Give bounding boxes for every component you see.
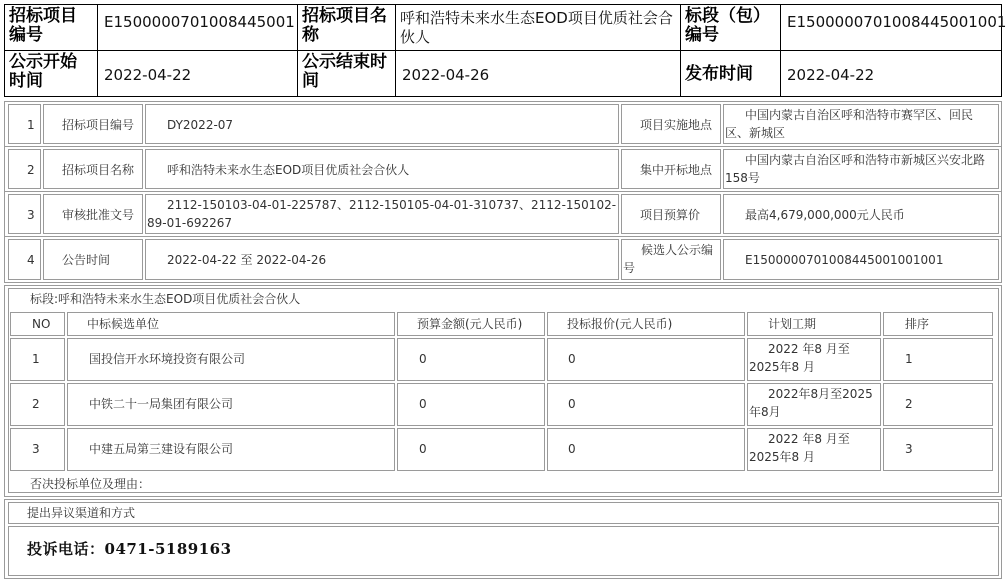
column-header-budget: 预算金额(元人民币) — [417, 317, 523, 331]
project-name-label: 招标项目名称 — [297, 4, 396, 51]
project-no-value: E1500000701008445001 — [97, 4, 298, 51]
info-row-no: 1 — [27, 118, 35, 132]
table-row-unit: 中铁二十一局集团有限公司 — [89, 397, 234, 411]
objection-label: 提出异议渠道和方式 — [27, 506, 136, 520]
project-no-label: 招标项目编号 — [4, 4, 98, 51]
end-date-value: 2022-04-26 — [395, 50, 681, 97]
section-no-label: 标段（包）编号 — [680, 4, 781, 51]
table-row-budget: 0 — [419, 442, 427, 456]
column-header-unit: 中标候选单位 — [87, 317, 160, 331]
table-row-period: 2022年8月至2025年8月 — [749, 387, 873, 419]
table-row-period: 2022 年8 月至2025年8 月 — [749, 432, 850, 464]
column-header-no: NO — [32, 317, 51, 331]
info-row-value: 2022-04-22 至 2022-04-26 — [167, 253, 327, 267]
info-row-right-value: E1500000701008445001001001 — [745, 253, 944, 267]
info-row-right-label: 集中开标地点 — [640, 163, 713, 177]
complaint-phone: 投诉电话：0471-5189163 — [27, 540, 232, 558]
info-row-no: 3 — [27, 208, 35, 222]
table-row-budget: 0 — [419, 397, 427, 411]
table-row-rank: 2 — [905, 397, 913, 411]
column-header-bid: 投标报价(元人民币) — [567, 317, 673, 331]
table-row-period: 2022 年8 月至2025年8 月 — [749, 342, 850, 374]
table-row-bid: 0 — [568, 352, 576, 366]
info-row-no: 4 — [27, 253, 35, 267]
info-row-label: 公告时间 — [62, 253, 111, 267]
publish-date-label: 发布时间 — [680, 50, 781, 97]
info-row-right-value: 中国内蒙古自治区呼和浩特市新城区兴安北路158号 — [725, 153, 986, 185]
table-row-no: 1 — [32, 352, 40, 366]
table-row-budget: 0 — [419, 352, 427, 366]
info-row-right-value: 中国内蒙古自治区呼和浩特市赛罕区、回民区、新城区 — [725, 108, 974, 140]
info-row-right-label: 项目实施地点 — [640, 118, 713, 132]
column-header-rank: 排序 — [905, 317, 930, 331]
column-header-period: 计划工期 — [768, 317, 817, 331]
info-row-value: 2112-150103-04-01-225787、2112-150105-04-01-310737、2112-150102-89-01-692267 — [147, 198, 617, 230]
section-no-value: E1500000701008445001001 — [780, 4, 1002, 51]
publish-date-value: 2022-04-22 — [780, 50, 1002, 97]
table-row-bid: 0 — [568, 442, 576, 456]
info-row-right-value: 最高4,679,000,000元人民币 — [745, 208, 905, 222]
table-row-no: 3 — [32, 442, 40, 456]
info-row-label: 招标项目名称 — [62, 163, 135, 177]
info-row-value: 呼和浩特未来水生态EOD项目优质社会合伙人 — [167, 163, 410, 177]
table-row-unit: 中建五局第三建设有限公司 — [89, 442, 234, 456]
start-date-value: 2022-04-22 — [97, 50, 298, 97]
rejected-bidders-label: 否决投标单位及理由： — [30, 477, 151, 491]
end-date-label: 公示结束时间 — [297, 50, 396, 97]
info-row-value: DY2022-07 — [167, 118, 234, 132]
info-row-label: 招标项目编号 — [62, 118, 135, 132]
table-row-unit: 国投信开水环境投资有限公司 — [89, 352, 246, 366]
table-row-no: 2 — [32, 397, 40, 411]
project-name-value: 呼和浩特未来水生态EOD项目优质社会合伙人 — [395, 4, 681, 51]
table-row-rank: 1 — [905, 352, 913, 366]
start-date-label: 公示开始时间 — [4, 50, 98, 97]
info-row-right-label: 项目预算价 — [640, 208, 701, 222]
section-title: 标段:呼和浩特未来水生态EOD项目优质社会合伙人 — [30, 292, 301, 306]
info-row-no: 2 — [27, 163, 35, 177]
info-row-label: 审核批准文号 — [62, 208, 135, 222]
table-row-rank: 3 — [905, 442, 913, 456]
table-row-bid: 0 — [568, 397, 576, 411]
info-row-right-label: 候选人公示编号 — [623, 243, 714, 275]
